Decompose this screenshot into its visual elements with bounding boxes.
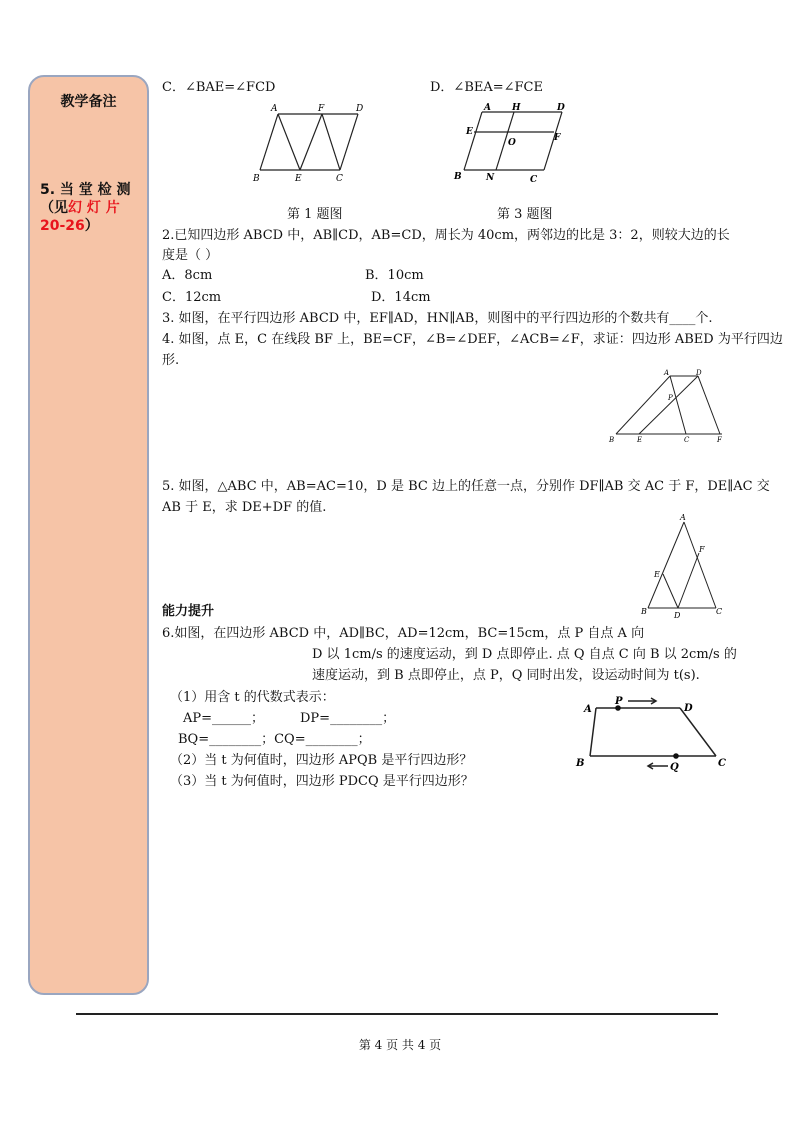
fig1-label-e: E xyxy=(295,174,302,184)
page-footer: 第 4 页 共 4 页 xyxy=(358,1038,442,1052)
q3-text: 3. 如图，在平行四边形 ABCD 中，EF∥AD，HN∥AB，则图中的平行四边形的个数共有____个. xyxy=(162,311,713,326)
fig3-label-n: N xyxy=(486,173,495,183)
section-prefix: 5. 当 堂 检 测 xyxy=(40,182,131,198)
q6-sub1: （1）用含 t 的代数式表示： xyxy=(170,690,335,705)
figure-1 xyxy=(250,100,370,188)
q4-line2: 形. xyxy=(162,353,180,368)
fig3-label-b: B xyxy=(454,172,462,182)
option-d-top: D．∠BEA=∠FCE xyxy=(430,80,543,95)
figure-6 xyxy=(572,692,736,774)
fig5-label-f: F xyxy=(699,545,705,554)
q5-line1: 5. 如图，△ABC 中，AB=AC=10，D 是 BC 边上的任意一点，分别作 DF∥AB 交 AC 于 F，DE∥AC 交 xyxy=(162,479,770,494)
fig4-label-p: P xyxy=(668,394,673,402)
fig4-label-b: B xyxy=(609,436,615,444)
fig3-label-o: O xyxy=(508,138,516,148)
fig1-label-d: D xyxy=(356,104,364,114)
fig1-label-c: C xyxy=(336,174,343,184)
fig5-label-e: E xyxy=(654,570,660,579)
teaching-notes-sidebar xyxy=(28,75,149,995)
q2-line2: 度是（ ） xyxy=(162,248,219,263)
q6-line2: D 以 1cm/s 的速度运动，到 D 点即停止. 点 Q 自点 C 向 B 以 2cm/s 的 xyxy=(312,647,737,662)
fig6-label-q: Q xyxy=(670,762,679,773)
section-highlight-2: 20-26 xyxy=(40,218,85,234)
fig6-label-c: C xyxy=(718,758,726,769)
section-open: （见 xyxy=(40,200,68,216)
fig1-label-b: B xyxy=(253,174,260,184)
q6-dp: DP=________； xyxy=(300,711,396,726)
figure-4 xyxy=(604,362,734,446)
fig1-caption: 第 1 题图 xyxy=(287,207,343,222)
fig4-label-a: A xyxy=(664,369,670,377)
fig4-label-d: D xyxy=(696,369,702,377)
q2-line1: 2.已知四边形 ABCD 中，AB∥CD，AB=CD，周长为 40cm，两邻边的比是 3：2，则较大边的长 xyxy=(162,228,730,243)
fig5-label-d: D xyxy=(674,611,681,620)
fig4-label-e: E xyxy=(637,436,643,444)
q6-line1: 6.如图，在四边形 ABCD 中，AD∥BC，AD=12cm，BC=15cm，点 P 自点 A 向 xyxy=(162,626,645,641)
fig6-label-b: B xyxy=(576,758,585,769)
fig5-label-a: A xyxy=(680,513,686,522)
section-close: ） xyxy=(84,218,99,234)
q2-option-d: D．14cm xyxy=(371,290,431,305)
q6-sub2: （2）当 t 为何值时，四边形 APQB 是平行四边形？ xyxy=(170,753,473,768)
figure-3 xyxy=(450,100,580,190)
q6-sub3: （3）当 t 为何值时，四边形 PDCQ 是平行四边形？ xyxy=(170,774,474,789)
fig3-label-e: E xyxy=(466,127,473,137)
q6-line3: 速度运动，到 B 点即停止，点 P，Q 同时出发，设运动时间为 t(s). xyxy=(312,668,700,683)
fig6-label-a: A xyxy=(584,704,592,715)
fig4-label-c: C xyxy=(684,436,690,444)
q2-option-c: C．12cm xyxy=(162,290,222,305)
q4-line1: 4. 如图，点 E，C 在线段 BF 上，BE=CF，∠B=∠DEF，∠ACB=∠F，求证：四边形 ABED 为平行四边 xyxy=(162,332,783,347)
fig3-label-d: D xyxy=(557,103,565,113)
q2-option-a: A．8cm xyxy=(162,268,213,283)
figure-5 xyxy=(636,510,728,620)
q6-bq-cq: BQ=________；CQ=________； xyxy=(178,732,371,747)
option-c-top: C．∠BAE=∠FCD xyxy=(162,80,276,95)
fig6-point-q xyxy=(673,753,679,759)
fig3-caption: 第 3 题图 xyxy=(497,207,553,222)
fig1-label-a: A xyxy=(271,104,278,114)
fig6-label-d: D xyxy=(684,703,693,714)
q5-line2: AB 于 E，求 DE+DF 的值. xyxy=(162,500,327,515)
fig6-label-p: P xyxy=(615,696,623,707)
footer-divider xyxy=(76,1013,718,1015)
sidebar-header: 教学备注 xyxy=(60,94,117,110)
fig5-label-c: C xyxy=(716,607,723,616)
ability-heading: 能力提升 xyxy=(162,604,215,619)
fig4-label-f: F xyxy=(717,436,722,444)
fig5-label-b: B xyxy=(641,607,647,616)
fig3-label-h: H xyxy=(512,103,521,113)
q2-option-b: B．10cm xyxy=(365,268,424,283)
q6-ap: AP=______； xyxy=(183,711,265,726)
fig3-label-f: F xyxy=(554,133,561,143)
fig1-label-f: F xyxy=(318,104,325,114)
section-highlight-1: 幻 灯 片 xyxy=(68,200,120,216)
sidebar-section-label xyxy=(40,181,144,235)
fig3-label-a: A xyxy=(484,103,491,113)
fig3-label-c: C xyxy=(530,175,538,185)
